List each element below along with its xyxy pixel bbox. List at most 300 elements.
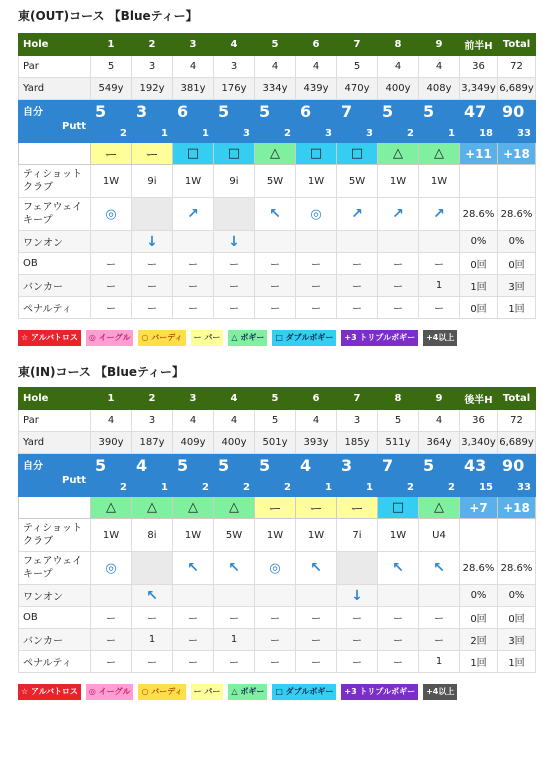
- yard-cell: 364y: [419, 432, 460, 454]
- par-cell: 36: [460, 56, 498, 78]
- ob-cell: ー: [419, 253, 460, 275]
- one-on-cell: [173, 585, 214, 607]
- putts-value: 1: [366, 482, 373, 493]
- tee-club-cell: 1W: [173, 519, 214, 552]
- strokes-value: 5: [177, 456, 189, 475]
- bunker-cell: 3回: [498, 275, 536, 297]
- yard-row: [19, 432, 536, 454]
- fairway-cell: ↖: [378, 552, 419, 585]
- ob-cell: ー: [173, 253, 214, 275]
- score-cell: [419, 454, 460, 497]
- fairway-cell: ↖: [255, 198, 296, 231]
- score-row: [19, 100, 536, 143]
- ob-label: OB: [19, 607, 91, 629]
- yard-cell: 400y: [214, 432, 255, 454]
- strokes-value: 5: [382, 102, 394, 121]
- par-cell: 72: [498, 410, 536, 432]
- result-cell: ー: [337, 497, 378, 519]
- par-cell: 36: [460, 410, 498, 432]
- one-on-cell: [91, 585, 132, 607]
- result-cell: ー: [91, 143, 132, 165]
- fairway-cell: ↖: [214, 552, 255, 585]
- over-par-cell: +7: [460, 497, 498, 519]
- ob-cell: ー: [378, 607, 419, 629]
- ob-cell: ー: [132, 607, 173, 629]
- penalty-cell: ー: [91, 651, 132, 673]
- fairway-cell: ◎: [91, 198, 132, 231]
- score-cell: [132, 454, 173, 497]
- bunker-cell: ー: [419, 629, 460, 651]
- strokes-value: 6: [300, 102, 312, 121]
- yard-row: [19, 78, 536, 100]
- header-cell: 3: [173, 34, 214, 56]
- legend-item: ◎ イーグル: [86, 684, 134, 700]
- putts-value: 2: [407, 128, 414, 139]
- ob-row: [19, 607, 536, 629]
- bunker-cell: 1: [132, 629, 173, 651]
- one-on-label: ワンオン: [19, 231, 91, 253]
- yard-cell: 176y: [214, 78, 255, 100]
- legend-item: □ ダブルボギー: [272, 330, 336, 346]
- result-cell: △: [255, 143, 296, 165]
- ob-cell: ー: [91, 607, 132, 629]
- fairway-cell: ↗: [378, 198, 419, 231]
- header-cell: 1: [91, 34, 132, 56]
- bunker-cell: ー: [378, 629, 419, 651]
- putts-value: 1: [161, 128, 168, 139]
- tee-club-cell: 1W: [419, 165, 460, 198]
- strokes-value: 47: [464, 102, 487, 121]
- ob-cell: ー: [296, 607, 337, 629]
- yard-cell: 393y: [296, 432, 337, 454]
- header-row: [19, 388, 536, 410]
- penalty-label: ペナルティ: [19, 297, 91, 319]
- header-cell: 9: [419, 34, 460, 56]
- ob-cell: ー: [378, 253, 419, 275]
- penalty-cell: 1回: [498, 297, 536, 319]
- ob-cell: ー: [173, 607, 214, 629]
- putts-value: 2: [120, 482, 127, 493]
- penalty-cell: ー: [255, 297, 296, 319]
- ob-cell: ー: [214, 607, 255, 629]
- putts-value: 2: [243, 482, 250, 493]
- result-cell: △: [419, 143, 460, 165]
- fairway-cell: ↖: [296, 552, 337, 585]
- header-cell: 1: [91, 388, 132, 410]
- result-cell: ー: [132, 143, 173, 165]
- penalty-cell: ー: [296, 651, 337, 673]
- score-cell: [91, 454, 132, 497]
- legend-item: ○ バーディ: [138, 330, 185, 346]
- header-cell: 2: [132, 388, 173, 410]
- score-cell: [337, 454, 378, 497]
- strokes-value: 3: [341, 456, 353, 475]
- over-par-cell: +18: [498, 143, 536, 165]
- bunker-cell: ー: [296, 629, 337, 651]
- tee-club-cell: U4: [419, 519, 460, 552]
- strokes-value: 7: [382, 456, 394, 475]
- yard-cell: 3,349y: [460, 78, 498, 100]
- one-on-cell: [296, 585, 337, 607]
- par-row: [19, 56, 536, 78]
- legend-item: ○ バーディ: [138, 684, 185, 700]
- putt-label-text: Putt: [61, 475, 86, 486]
- tee-club-cell: [498, 165, 536, 198]
- in-course-title: 東(IN)コース 【Blueティー】: [18, 365, 185, 379]
- header-cell: 5: [255, 34, 296, 56]
- fairway-cell: ◎: [296, 198, 337, 231]
- putts-value: 1: [161, 482, 168, 493]
- result-cell: △: [132, 497, 173, 519]
- penalty-cell: ー: [337, 297, 378, 319]
- one-on-cell: [378, 585, 419, 607]
- yard-cell: 334y: [255, 78, 296, 100]
- tee-club-row: [19, 165, 536, 198]
- strokes-value: 5: [218, 102, 230, 121]
- out-legend: [18, 330, 535, 346]
- par-cell: 5: [378, 410, 419, 432]
- score-cell: [132, 100, 173, 143]
- score-cell: [378, 454, 419, 497]
- result-cell: □: [296, 143, 337, 165]
- putts-value: 1: [448, 128, 455, 139]
- one-on-cell: [173, 231, 214, 253]
- putts-value: 15: [479, 482, 493, 493]
- fairway-row: [19, 552, 536, 585]
- one-on-cell: 0%: [498, 585, 536, 607]
- one-on-cell: [419, 231, 460, 253]
- par-cell: 5: [91, 56, 132, 78]
- yard-cell: 390y: [91, 432, 132, 454]
- legend-item: +4以上: [423, 684, 457, 700]
- bunker-row: [19, 629, 536, 651]
- putts-value: 2: [284, 128, 291, 139]
- yard-cell: 3,340y: [460, 432, 498, 454]
- header-cell: 後半H: [460, 388, 498, 410]
- one-on-cell: ↓: [132, 231, 173, 253]
- bunker-cell: ー: [255, 629, 296, 651]
- putts-value: 2: [448, 482, 455, 493]
- score-label: [19, 454, 91, 497]
- bunker-label: バンカー: [19, 275, 91, 297]
- result-cell: □: [173, 143, 214, 165]
- legend-item: ☆ アルバトロス: [18, 684, 81, 700]
- one-on-cell: [337, 231, 378, 253]
- ob-label: OB: [19, 253, 91, 275]
- par-cell: 4: [419, 56, 460, 78]
- strokes-value: 5: [423, 456, 435, 475]
- par-cell: 4: [419, 410, 460, 432]
- penalty-cell: ー: [214, 297, 255, 319]
- ob-cell: ー: [132, 253, 173, 275]
- one-on-cell: 0%: [498, 231, 536, 253]
- penalty-cell: ー: [132, 297, 173, 319]
- strokes-value: 3: [136, 102, 148, 121]
- bunker-cell: ー: [132, 275, 173, 297]
- tee-club-cell: 5W: [255, 165, 296, 198]
- result-cell: △: [419, 497, 460, 519]
- ob-cell: ー: [214, 253, 255, 275]
- result-cell: ー: [255, 497, 296, 519]
- penalty-cell: ー: [91, 297, 132, 319]
- bunker-cell: 3回: [498, 629, 536, 651]
- tee-club-cell: 7i: [337, 519, 378, 552]
- out-course-title: 東(OUT)コース 【Blueティー】: [18, 9, 198, 23]
- tee-club-cell: 1W: [378, 165, 419, 198]
- penalty-cell: ー: [378, 651, 419, 673]
- tee-club-row: [19, 519, 536, 552]
- header-cell: 3: [173, 388, 214, 410]
- putts-value: 2: [202, 482, 209, 493]
- penalty-row: [19, 651, 536, 673]
- header-cell: Total: [498, 388, 536, 410]
- fairway-cell: ↗: [337, 198, 378, 231]
- ob-cell: 0回: [460, 253, 498, 275]
- penalty-cell: ー: [132, 651, 173, 673]
- penalty-cell: 0回: [460, 297, 498, 319]
- one-on-cell: [378, 231, 419, 253]
- header-cell: 7: [337, 388, 378, 410]
- strokes-value: 43: [464, 456, 487, 475]
- yard-label: Yard: [19, 432, 91, 454]
- strokes-value: 4: [300, 456, 312, 475]
- header-cell: 5: [255, 388, 296, 410]
- penalty-cell: ー: [255, 651, 296, 673]
- bunker-cell: ー: [337, 629, 378, 651]
- header-cell: 前半H: [460, 34, 498, 56]
- penalty-cell: 1: [419, 651, 460, 673]
- bunker-cell: 1: [419, 275, 460, 297]
- bunker-cell: ー: [378, 275, 419, 297]
- ob-cell: ー: [255, 607, 296, 629]
- score-cell: [214, 454, 255, 497]
- fairway-cell: [214, 198, 255, 231]
- one-on-cell: [214, 585, 255, 607]
- penalty-cell: ー: [419, 297, 460, 319]
- score-cell: [214, 100, 255, 143]
- strokes-value: 90: [502, 102, 525, 121]
- par-cell: 5: [337, 56, 378, 78]
- score-cell: [173, 454, 214, 497]
- result-row: [19, 497, 536, 519]
- putts-value: 3: [366, 128, 373, 139]
- tee-club-label: ティショット クラブ: [19, 165, 91, 198]
- strokes-value: 6: [177, 102, 189, 121]
- par-cell: 72: [498, 56, 536, 78]
- fairway-label: フェアウェイ キープ: [19, 198, 91, 231]
- yard-cell: 549y: [91, 78, 132, 100]
- in-legend: [18, 684, 535, 700]
- bunker-row: [19, 275, 536, 297]
- header-cell: 6: [296, 388, 337, 410]
- fairway-row: [19, 198, 536, 231]
- score-cell: [173, 100, 214, 143]
- putts-value: 33: [517, 128, 531, 139]
- score-cell: [255, 100, 296, 143]
- yard-cell: 381y: [173, 78, 214, 100]
- legend-item: △ ボギー: [228, 684, 267, 700]
- legend-item: ☆ アルバトロス: [18, 330, 81, 346]
- one-on-cell: ↖: [132, 585, 173, 607]
- header-cell: 8: [378, 388, 419, 410]
- tee-club-cell: 1W: [378, 519, 419, 552]
- putts-value: 18: [479, 128, 493, 139]
- header-cell: Hole: [19, 388, 91, 410]
- fairway-cell: ↗: [419, 198, 460, 231]
- result-cell: △: [378, 143, 419, 165]
- par-cell: 3: [214, 56, 255, 78]
- header-cell: 4: [214, 34, 255, 56]
- yard-label: Yard: [19, 78, 91, 100]
- score-cell: [91, 100, 132, 143]
- par-label: Par: [19, 410, 91, 432]
- header-cell: 4: [214, 388, 255, 410]
- tee-club-cell: [460, 519, 498, 552]
- strokes-value: 90: [502, 456, 525, 475]
- tee-club-cell: 1W: [173, 165, 214, 198]
- ob-cell: ー: [91, 253, 132, 275]
- one-on-cell: [255, 231, 296, 253]
- putts-value: 33: [517, 482, 531, 493]
- legend-item: +3 トリプルボギー: [341, 684, 418, 700]
- par-cell: 4: [378, 56, 419, 78]
- bunker-cell: ー: [214, 275, 255, 297]
- bunker-cell: ー: [91, 275, 132, 297]
- fairway-cell: ◎: [91, 552, 132, 585]
- yard-cell: 439y: [296, 78, 337, 100]
- fairway-cell: [132, 198, 173, 231]
- score-row: [19, 454, 536, 497]
- penalty-label: ペナルティ: [19, 651, 91, 673]
- fairway-cell: ↖: [419, 552, 460, 585]
- in-scorecard-table: [18, 387, 536, 673]
- result-cell: △: [214, 497, 255, 519]
- yard-cell: 192y: [132, 78, 173, 100]
- result-cell: □: [378, 497, 419, 519]
- penalty-cell: ー: [337, 651, 378, 673]
- score-cell: [337, 100, 378, 143]
- fairway-cell: 28.6%: [498, 552, 536, 585]
- yard-cell: 400y: [378, 78, 419, 100]
- tee-club-cell: 9i: [214, 165, 255, 198]
- bunker-cell: ー: [255, 275, 296, 297]
- one-on-cell: 0%: [460, 231, 498, 253]
- penalty-cell: ー: [378, 297, 419, 319]
- penalty-cell: ー: [173, 651, 214, 673]
- penalty-cell: ー: [173, 297, 214, 319]
- tee-club-cell: 1W: [296, 519, 337, 552]
- strokes-value: 7: [341, 102, 353, 121]
- legend-item: ー パー: [191, 330, 224, 346]
- header-cell: 6: [296, 34, 337, 56]
- scorecard-page: [0, 8, 535, 700]
- header-cell: Hole: [19, 34, 91, 56]
- over-par-cell: +11: [460, 143, 498, 165]
- putts-value: 2: [284, 482, 291, 493]
- tee-club-cell: 1W: [296, 165, 337, 198]
- result-cell: ー: [296, 497, 337, 519]
- header-cell: Total: [498, 34, 536, 56]
- yard-cell: 6,689y: [498, 78, 536, 100]
- ob-cell: ー: [419, 607, 460, 629]
- legend-item: ◎ イーグル: [86, 330, 134, 346]
- strokes-value: 5: [259, 102, 271, 121]
- par-cell: 4: [214, 410, 255, 432]
- tee-club-cell: [498, 519, 536, 552]
- bunker-cell: ー: [173, 629, 214, 651]
- legend-item: +3 トリプルボギー: [341, 330, 418, 346]
- result-row: [19, 143, 536, 165]
- strokes-value: 5: [218, 456, 230, 475]
- fairway-cell: 28.6%: [498, 198, 536, 231]
- header-cell: 8: [378, 34, 419, 56]
- score-cell: [419, 100, 460, 143]
- one-on-label: ワンオン: [19, 585, 91, 607]
- par-cell: 4: [255, 56, 296, 78]
- ob-cell: 0回: [498, 253, 536, 275]
- par-cell: 4: [91, 410, 132, 432]
- strokes-value: 5: [423, 102, 435, 121]
- tee-club-label: ティショット クラブ: [19, 519, 91, 552]
- legend-item: □ ダブルボギー: [272, 684, 336, 700]
- fairway-cell: ◎: [255, 552, 296, 585]
- over-par-cell: +18: [498, 497, 536, 519]
- putts-value: 3: [243, 128, 250, 139]
- one-on-cell: [91, 231, 132, 253]
- score-cell: [296, 100, 337, 143]
- score-cell: [498, 100, 536, 143]
- header-cell: 9: [419, 388, 460, 410]
- yard-cell: 409y: [173, 432, 214, 454]
- strokes-value: 5: [95, 456, 107, 475]
- one-on-row: [19, 231, 536, 253]
- tee-club-cell: 1W: [91, 165, 132, 198]
- legend-item: ー パー: [191, 684, 224, 700]
- par-label: Par: [19, 56, 91, 78]
- tee-club-cell: [460, 165, 498, 198]
- fairway-label: フェアウェイ キープ: [19, 552, 91, 585]
- tee-club-cell: 1W: [91, 519, 132, 552]
- strokes-value: 4: [136, 456, 148, 475]
- yard-cell: 6,689y: [498, 432, 536, 454]
- score-cell: [296, 454, 337, 497]
- result-cell: □: [214, 143, 255, 165]
- fairway-cell: 28.6%: [460, 552, 498, 585]
- fairway-cell: ↖: [173, 552, 214, 585]
- bunker-cell: 2回: [460, 629, 498, 651]
- bunker-cell: ー: [91, 629, 132, 651]
- score-label-text: 自分: [23, 107, 43, 118]
- legend-item: △ ボギー: [228, 330, 267, 346]
- par-cell: 4: [173, 410, 214, 432]
- par-cell: 3: [132, 56, 173, 78]
- score-label: [19, 100, 91, 143]
- penalty-cell: ー: [214, 651, 255, 673]
- result-cell: △: [91, 497, 132, 519]
- ob-cell: 0回: [498, 607, 536, 629]
- bunker-cell: ー: [173, 275, 214, 297]
- header-cell: 2: [132, 34, 173, 56]
- par-cell: 4: [173, 56, 214, 78]
- putts-value: 3: [325, 128, 332, 139]
- ob-cell: ー: [296, 253, 337, 275]
- score-cell: [460, 454, 498, 497]
- ob-cell: ー: [337, 607, 378, 629]
- fairway-cell: 28.6%: [460, 198, 498, 231]
- score-label-text: 自分: [23, 461, 43, 472]
- one-on-cell: [419, 585, 460, 607]
- one-on-cell: ↓: [337, 585, 378, 607]
